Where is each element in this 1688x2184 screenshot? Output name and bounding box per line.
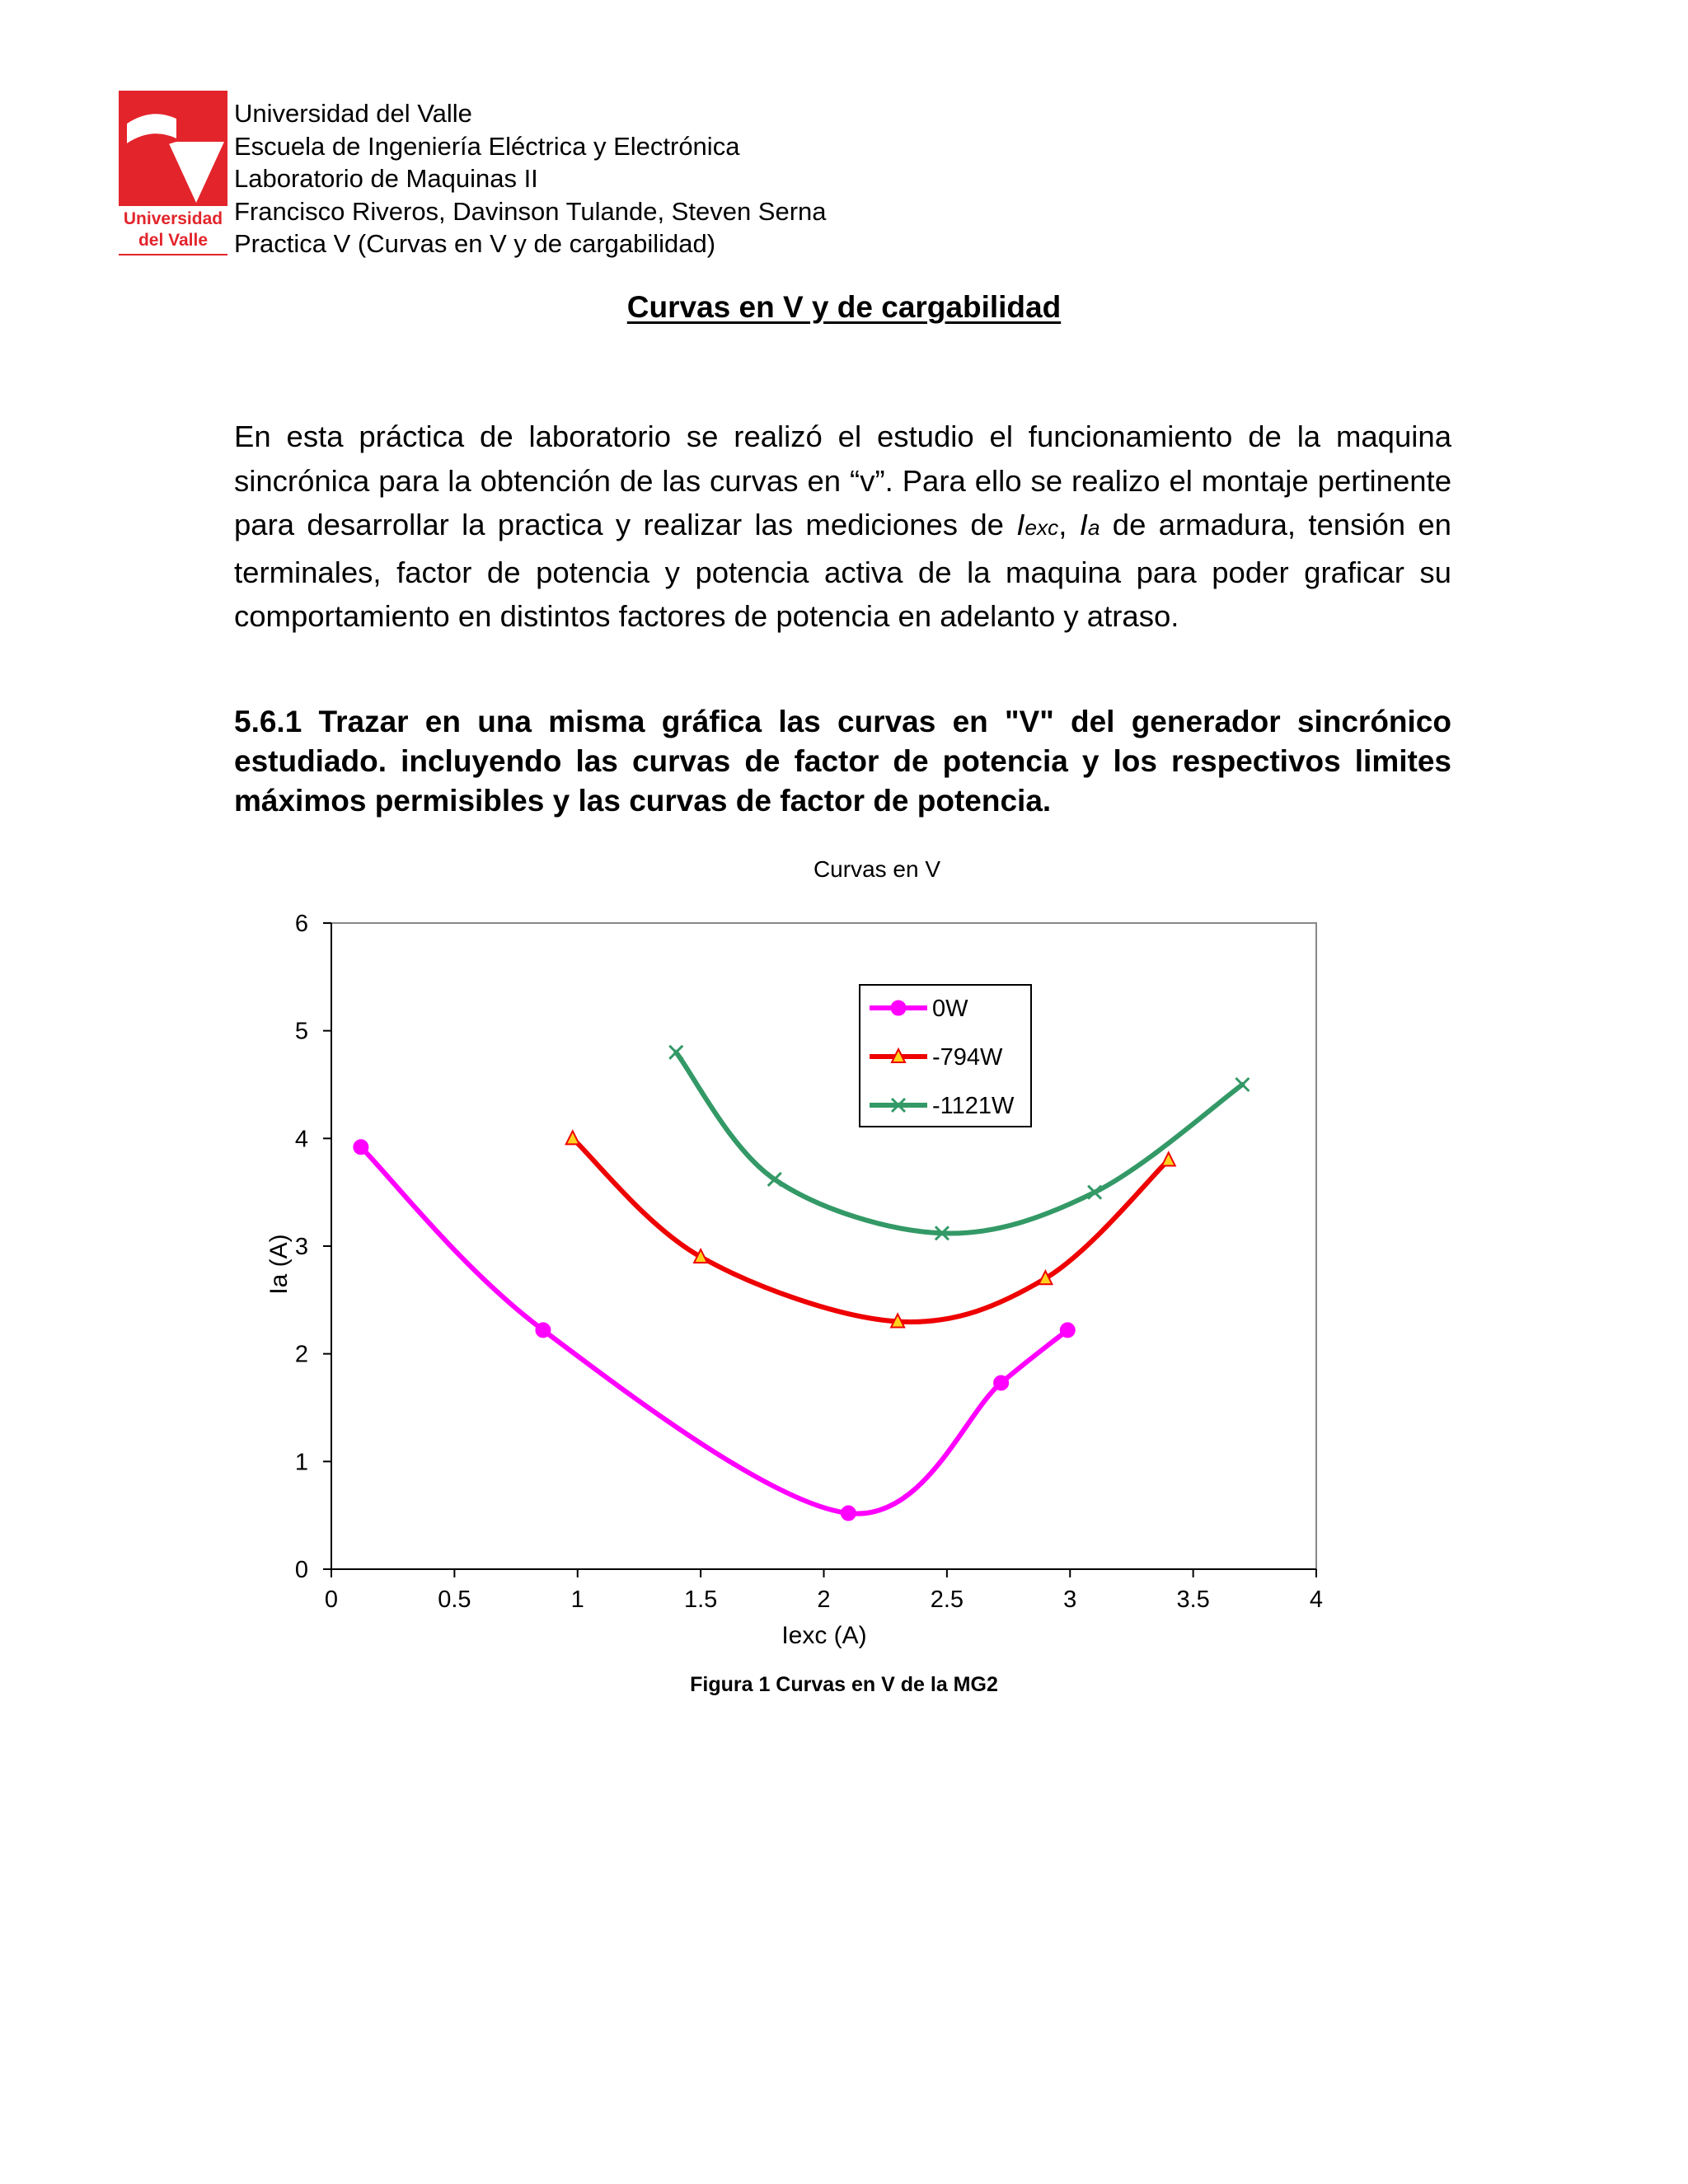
chart-title: Curvas en V — [813, 856, 941, 882]
ia-main: I — [1079, 508, 1088, 541]
intro-paragraph — [234, 415, 1451, 639]
x-tick-label: 3.5 — [1176, 1586, 1210, 1613]
legend-marker — [891, 1001, 906, 1015]
iexc-symbol — [1016, 508, 1058, 541]
data-point — [354, 1140, 368, 1155]
y-axis-label: Ia (A) — [265, 1234, 293, 1295]
x-tick-label: 1.5 — [683, 1586, 718, 1613]
logo-v-shape — [119, 91, 227, 206]
iexc-sub: exc — [1025, 515, 1059, 540]
header-school: Escuela de Ingeniería Eléctrica y Electrónica — [234, 131, 740, 161]
document-title: Curvas en V y de cargabilidad — [626, 290, 1062, 324]
logo-text — [119, 209, 227, 251]
logo-line1: Universidad — [123, 209, 223, 228]
plot-area — [331, 923, 1316, 1569]
y-tick-label: 6 — [294, 911, 308, 937]
header-lab: Laboratorio de Maquinas II — [234, 164, 538, 193]
university-logo — [119, 91, 227, 255]
intro-text-part2: de armadura, tensión en terminales, factor de potencia y potencia activa de la maquina para poder graficar su comportamiento en distintos factores de potencia en adelanto y atraso. — [234, 508, 1451, 633]
y-tick-label: 4 — [294, 1126, 308, 1153]
header-university: Universidad del Valle — [234, 99, 472, 128]
header-practice: Practica V (Curvas en V y de cargabilidad) — [234, 229, 716, 258]
v-curves-chart — [247, 841, 1352, 1665]
iexc-main: I — [1016, 508, 1025, 541]
x-axis-label: Iexc (A) — [781, 1622, 867, 1649]
logo-emblem — [119, 91, 227, 206]
header-authors: Francisco Riveros, Davinson Tulande, Steven Serna — [234, 196, 827, 226]
y-tick-label: 3 — [294, 1234, 308, 1260]
document-header — [234, 97, 827, 260]
symbol-separator: , — [1058, 508, 1080, 541]
y-tick-label: 2 — [294, 1341, 308, 1368]
ia-sub: a — [1087, 515, 1100, 540]
legend-label: -794W — [932, 1044, 1003, 1071]
x-tick-label: 2.5 — [930, 1586, 964, 1613]
x-tick-label: 3 — [1063, 1586, 1077, 1613]
y-tick-label: 5 — [294, 1018, 308, 1045]
chart-svg — [247, 841, 1352, 1665]
data-point — [841, 1506, 856, 1521]
x-tick-label: 4 — [1309, 1586, 1324, 1613]
x-tick-label: 1 — [570, 1586, 584, 1613]
chart-legend — [860, 985, 1031, 1127]
ia-symbol — [1080, 508, 1100, 541]
data-point — [536, 1323, 551, 1338]
x-tick-label: 0 — [324, 1586, 339, 1613]
y-tick-label: 0 — [294, 1557, 308, 1583]
logo-underline — [119, 254, 227, 255]
data-point — [994, 1376, 1009, 1390]
section-heading: 5.6.1 Trazar en una misma gráfica las curvas en "V" del generador sincrónico estudiado. incluyendo las curvas de factor de potencia y los respectivos limites máximos permisibles y las curvas de factor de potencia. — [234, 705, 1451, 818]
figure-caption: Figura 1 Curvas en V de la MG2 — [690, 1673, 998, 1696]
legend-label: -1121W — [932, 1093, 1015, 1119]
legend-label: 0W — [932, 996, 968, 1022]
intro-text-part1: En esta práctica de laboratorio se realizó el estudio el funcionamiento de la maquina sincrónica para la obtención de las curvas en “v”. Para ello se realizo el montaje pertinente para desarrollar la practica y realizar las mediciones de — [234, 419, 1451, 541]
y-tick-label: 1 — [294, 1449, 308, 1476]
x-tick-label: 0.5 — [438, 1586, 471, 1613]
x-tick-label: 2 — [817, 1586, 831, 1613]
data-point — [1060, 1323, 1075, 1338]
logo-line2: del Valle — [138, 231, 209, 250]
